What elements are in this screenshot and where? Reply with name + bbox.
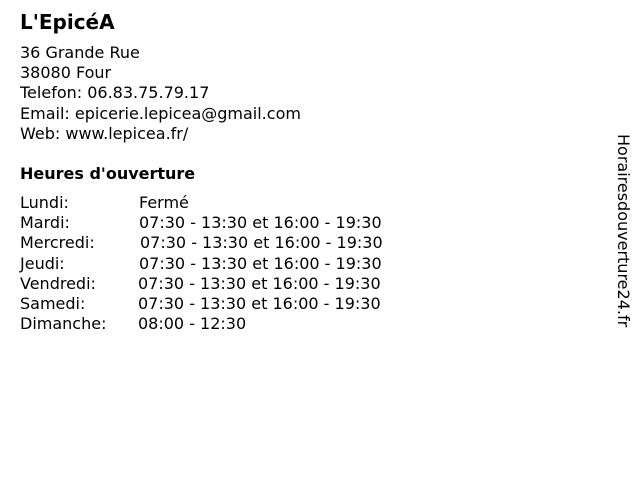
time-value: Fermé [139, 193, 189, 212]
time-value: 07:30 - 13:30 et 16:00 - 19:30 [138, 293, 381, 313]
email-line: Email: epicerie.lepicea@gmail.com [20, 103, 301, 123]
address-street: 36 Grande Rue [20, 43, 140, 62]
day-label: Dimanche: [20, 314, 107, 334]
web-line: Web: www.lepicea.fr/ [20, 123, 189, 143]
day-label: Samedi: [20, 293, 86, 313]
time-value: 07:30 - 13:30 et 16:00 - 19:30 [139, 213, 382, 233]
day-label: Mardi: [20, 213, 70, 233]
shop-name: L'EpicéA [20, 10, 115, 34]
watermark-text: Horairesdouverture24.fr [614, 134, 633, 328]
time-value: 07:30 - 13:30 et 16:00 - 19:30 [139, 253, 382, 273]
time-value: 07:30 - 13:30 et 16:00 - 19:30 [138, 273, 381, 293]
address-city: 38080 Four [20, 63, 112, 83]
day-label: Vendredi: [20, 273, 96, 293]
day-label: Jeudi: [20, 253, 65, 273]
time-value: 07:30 - 13:30 et 16:00 - 19:30 [140, 233, 383, 253]
phone-line: Telefon: 06.83.75.79.17 [20, 83, 210, 103]
opening-hours-heading: Heures d'ouverture [20, 164, 196, 183]
day-label: Lundi: [20, 193, 69, 212]
time-value: 08:00 - 12:30 [138, 314, 247, 334]
contact-info [20, 43, 301, 144]
day-label: Mercredi: [20, 233, 95, 253]
site-watermark [610, 134, 636, 346]
